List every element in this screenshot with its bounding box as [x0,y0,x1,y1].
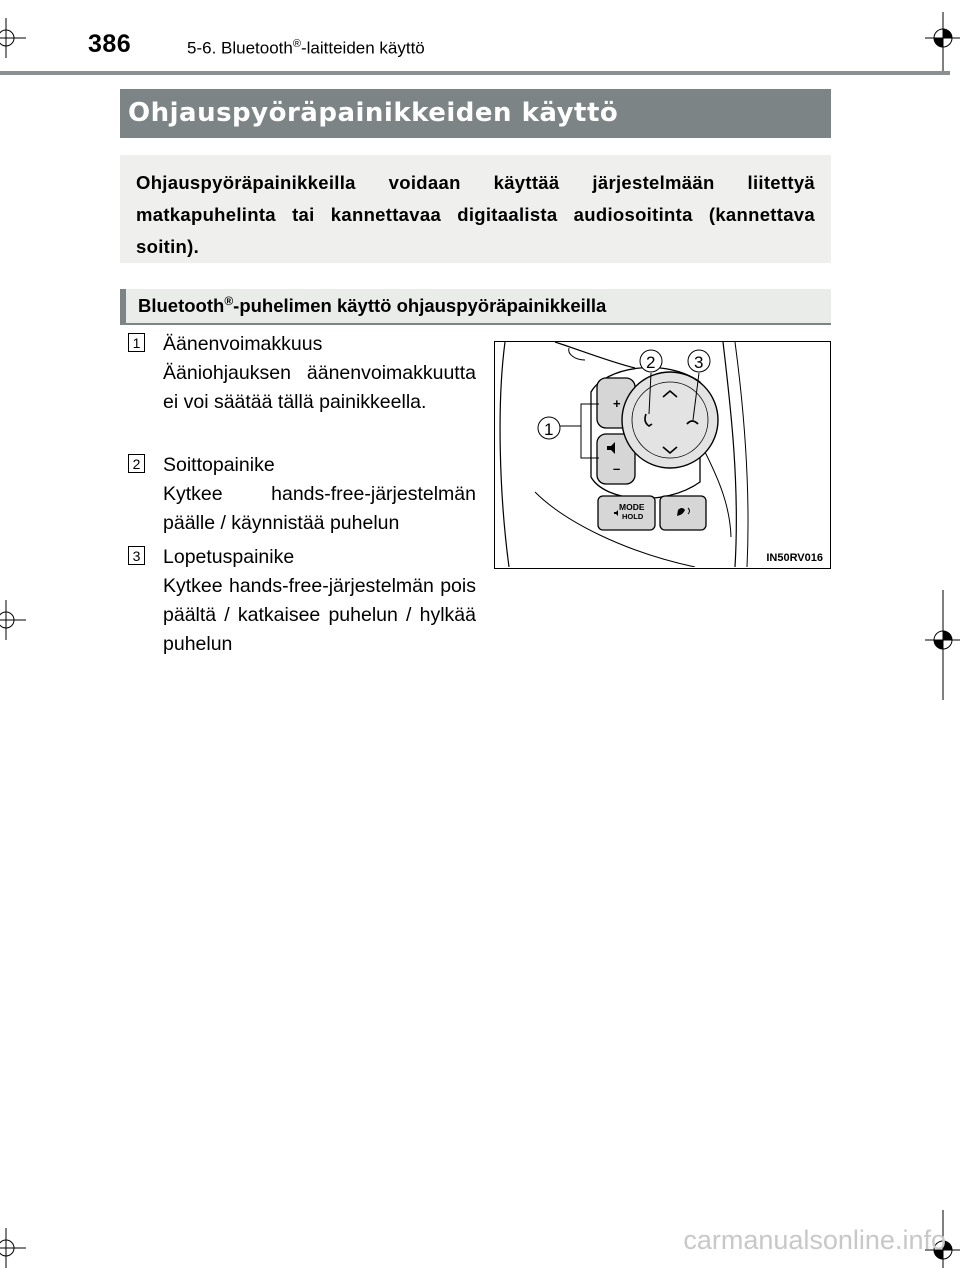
crop-mark-mid-right [925,590,960,700]
voice-command-button [660,496,706,530]
item-description: Kytkee hands-free-järjestelmän pois päältä / katkaisee puhelun / hylkää puhelun [163,575,476,655]
crop-mark-mid-left [0,600,30,640]
item-number: 3 [128,546,145,565]
subsection-accent-bar [120,289,126,325]
item-description: Kytkee hands-free-järjestelmän päälle / käynnistää puhelun [163,483,476,534]
subsection-underline [120,323,831,325]
item-title: Soittopainike [163,454,275,476]
intro-paragraph: Ohjauspyöräpainikkeilla voidaan käyttää järjestelmään liitettyä matkapuhelinta tai kannettavaa digitaalista audiosoitinta (kannettava soitin). [120,155,831,263]
figure-code: IN50RV016 [766,552,823,564]
steering-wheel-illustration [495,342,829,567]
item-title: Lopetuspainike [163,546,295,568]
steering-wheel-figure [494,341,831,569]
subsection-heading [120,289,831,325]
crop-mark-bottom-left [0,1228,30,1268]
callout-3-label: 3 [694,353,704,372]
item-description: Ääniohjauksen äänenvoimakkuutta ei voi säätää tällä painikkeella. [163,362,476,413]
plus-label: + [613,396,621,411]
watermark: carmanualsonline.info [683,1225,946,1255]
section-title: Ohjauspyöräpainikkeiden käyttö [120,89,831,138]
callout-2-label: 2 [646,353,656,372]
page-number: 386 [88,30,132,58]
chapter-title: 5-6. Bluetooth®-laitteiden käyttö [187,38,425,58]
item-number: 2 [128,454,145,473]
header-rule [0,71,950,75]
hold-label: HOLD [622,512,644,521]
minus-label: – [613,461,621,476]
crop-mark-top-left [0,18,30,58]
subsection-label: Bluetooth®-puhelimen käyttö ohjauspyöräpainikkeilla [138,294,607,317]
crop-mark-top-right [925,12,960,72]
item-title: Äänenvoimakkuus [163,333,323,355]
callout-1-label: 1 [544,420,554,439]
item-number: 1 [128,333,145,352]
mode-label: MODE [619,502,645,512]
